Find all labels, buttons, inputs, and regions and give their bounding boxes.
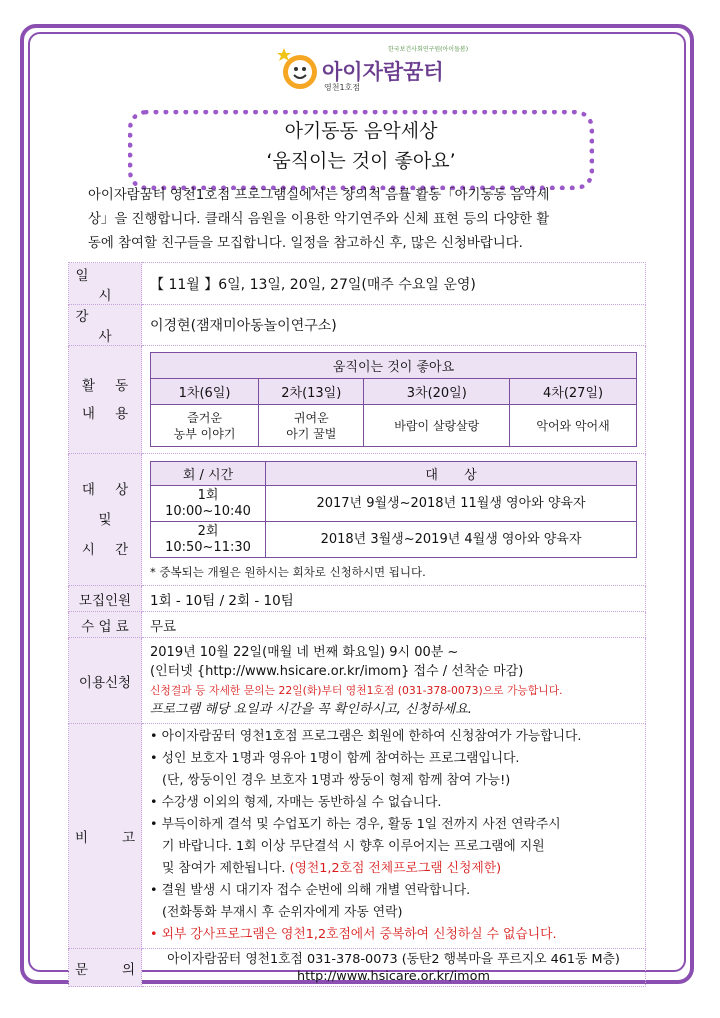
target-session	[151, 522, 266, 558]
label-target	[69, 454, 142, 586]
intro-line: 동에 참여할 친구들을 모집합니다. 일정을 참고하신 후, 많은 신청바랍니다.	[88, 236, 523, 251]
session-title	[151, 405, 259, 447]
target-session	[151, 486, 266, 522]
label-char: 문	[74, 961, 88, 978]
remark-item: • 수강생 이외의 형제, 자매는 동반하실 수 없습니다.	[150, 795, 442, 810]
recruit-value: 1회 - 10팀 / 2회 - 10팀	[142, 586, 646, 612]
remark-item: • 결원 발생 시 대기자 접수 순번에 의해 개별 연락합니다.	[150, 883, 471, 898]
session-no: 2차(13일)	[259, 379, 364, 405]
label-remarks	[69, 724, 142, 949]
session-title	[259, 405, 364, 447]
logo-name: 아이자람꿈터	[322, 60, 444, 84]
target-note: * 중복되는 개월은 원하시는 회차로 신청하시면 됩니다.	[150, 565, 426, 579]
label-char: 일	[75, 267, 89, 284]
schedule-value: 【 11월 】6일, 13일, 20일, 27일(매주 수요일 운영)	[142, 263, 646, 305]
row-fee	[69, 612, 646, 638]
col-session: 회 / 시간	[151, 462, 266, 486]
label-apply: 이용신청	[69, 638, 142, 724]
session-time: 10:50~11:30	[165, 539, 251, 555]
label-char: 의	[122, 961, 136, 978]
activity-cell	[142, 346, 646, 454]
remarks-cell	[142, 724, 646, 949]
session-no: 2회	[197, 523, 219, 539]
remark-item: • 성인 보호자 1명과 영유아 1명이 함께 참여하는 프로그램입니다.	[150, 751, 520, 766]
label-contact	[69, 949, 142, 987]
instructor-value: 이경현(잼재미아동놀이연구소)	[142, 305, 646, 346]
apply-line: 2019년 10월 22일(매월 네 번째 화요일) 9시 00분 ~	[150, 644, 459, 660]
session-no: 1회	[197, 487, 219, 503]
contact-cell	[142, 949, 646, 987]
row-contact	[69, 949, 646, 987]
remark-sub: 기 바랍니다. 1회 이상 무단결석 시 향후 이루어지는 프로그램에 지원	[162, 839, 545, 854]
target-cell	[142, 454, 646, 586]
session-no: 4차(27일)	[510, 379, 637, 405]
session-title-line: 즐거운	[187, 410, 222, 425]
session-title-line: 귀여운	[293, 410, 329, 425]
row-recruit	[69, 586, 646, 612]
apply-reminder: 프로그램 해당 요일과 시간을 꼭 확인하시고, 신청하세요.	[150, 701, 472, 717]
target-desc: 2017년 9월생~2018년 11월생 영아와 양육자	[266, 486, 637, 522]
remark-sub	[150, 858, 637, 880]
activity-header: 움직이는 것이 좋아요	[151, 353, 637, 379]
remark-red: (영천1,2호점 전체프로그램 신청제한)	[289, 861, 502, 876]
label-line: 및	[98, 511, 112, 528]
title-sub: ‘움직이는 것이 좋아요’	[266, 150, 456, 172]
row-remarks	[69, 724, 646, 949]
label-line: 활 동	[81, 377, 129, 394]
label-instructor	[69, 305, 142, 346]
session-title-line: 농부 이야기	[173, 426, 236, 441]
logo-org: 한국보건사회연구원(아이돌봄)	[388, 46, 469, 53]
label-char: 비	[74, 830, 88, 846]
intro-text	[88, 184, 648, 256]
label-char: 고	[122, 830, 136, 846]
remark-item: • 부득이하게 결석 및 수업포기 하는 경우, 활동 1일 전까지 사전 연락주시	[150, 817, 561, 832]
session-title-line: 아기 꿀벌	[286, 426, 337, 441]
label-recruit: 모집인원	[69, 586, 142, 612]
fee-value: 무료	[142, 612, 646, 638]
remarks-list	[150, 726, 637, 946]
intro-line: 상」을 진행합니다. 클래식 음원을 이용한 악기연주와 신체 표현 등의 다양한 활	[88, 212, 550, 227]
logo	[276, 44, 476, 96]
row-schedule	[69, 263, 646, 305]
label-char: 강	[75, 309, 89, 325]
label-activity	[69, 346, 142, 454]
row-instructor	[69, 305, 646, 346]
label-schedule	[69, 263, 142, 305]
label-line: 대 상	[81, 481, 129, 498]
info-table	[68, 262, 646, 987]
session-time: 10:00~10:40	[165, 503, 251, 519]
remark-red-item: • 외부 강사프로그램은 영천1,2호점에서 중복하여 신청하실 수 없습니다.	[150, 927, 557, 942]
col-target: 대 상	[266, 462, 637, 486]
label-fee: 수 업 료	[69, 612, 142, 638]
target-table	[150, 461, 637, 558]
remark-sub: (단, 쌍둥이인 경우 보호자 1명과 쌍둥이 형제 함께 참여 가능!)	[162, 773, 511, 788]
apply-line: (인터넷 {http://www.hsicare.or.kr/imom} 접수 / 선착순 마감)	[150, 663, 524, 679]
label-line: 내 용	[81, 405, 129, 422]
session-no: 3차(20일)	[364, 379, 510, 405]
row-apply	[69, 638, 646, 724]
intro-line: 아이자람꿈터 영천1호점 프로그램실에서는 창의적 음률 활동「아기동동 음악세	[88, 188, 550, 203]
contact-url[interactable]: http://www.hsicare.or.kr/imom	[297, 968, 490, 984]
row-activity	[69, 346, 646, 454]
label-char: 사	[98, 329, 112, 345]
logo-branch: 영천1호점	[324, 83, 361, 92]
session-title: 악어와 악어새	[510, 405, 637, 447]
activity-table	[150, 352, 637, 447]
label-line: 시 간	[81, 541, 129, 558]
session-title: 바람이 살랑살랑	[364, 405, 510, 447]
label-char: 시	[98, 287, 112, 304]
remark-sub-text: 및 참여가 제한됩니다.	[162, 861, 286, 876]
remark-sub: (전화통화 부재시 후 순위자에게 자동 연락)	[162, 905, 403, 920]
session-no: 1차(6일)	[151, 379, 259, 405]
target-desc: 2018년 3월생~2019년 4월생 영아와 양육자	[266, 522, 637, 558]
apply-cell	[142, 638, 646, 724]
contact-address: 아이자람꿈터 영천1호점 031-378-0073 (동탄2 행복마을 푸르지오 461동 M층)	[167, 951, 620, 967]
apply-notice: 신청결과 등 자세한 문의는 22일(화)부터 영천1호점 (031-378-0073)으로 가능합니다.	[150, 683, 563, 697]
row-target	[69, 454, 646, 586]
remark-item: • 아이자람꿈터 영천1호점 프로그램은 회원에 한하여 신청참여가 가능합니다.	[150, 729, 582, 744]
title-main: 아기동동 음악세상	[284, 120, 438, 142]
